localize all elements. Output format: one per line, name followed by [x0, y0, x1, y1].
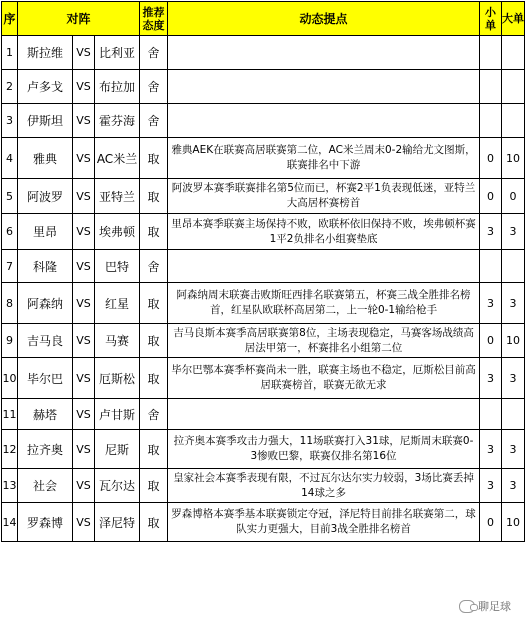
- row-seq: 12: [2, 430, 18, 469]
- table-row: [2, 70, 525, 104]
- row-seq: 14: [2, 503, 18, 542]
- big-value: [502, 104, 525, 138]
- tip-text: [168, 250, 480, 283]
- big-value: 10: [502, 503, 525, 542]
- home-team: 阿波罗: [18, 179, 73, 214]
- recommend-attitude: 取: [140, 469, 168, 503]
- small-value: 0: [480, 179, 502, 214]
- vs-label: VS: [73, 36, 95, 70]
- away-team: 尼斯: [95, 430, 140, 469]
- big-value: 3: [502, 430, 525, 469]
- big-value: 0: [502, 179, 525, 214]
- small-value: [480, 399, 502, 430]
- home-team: 社会: [18, 469, 73, 503]
- big-value: 3: [502, 469, 525, 503]
- tip-text: 皇家社会本赛季表现有限，不过瓦尔达尔实力较弱，3场比赛丢掉14球之多: [168, 469, 480, 503]
- table-row: [2, 324, 525, 358]
- small-value: [480, 104, 502, 138]
- row-seq: 9: [2, 324, 18, 358]
- recommend-attitude: 取: [140, 324, 168, 358]
- tip-text: [168, 104, 480, 138]
- vs-label: VS: [73, 179, 95, 214]
- table-row: [2, 138, 525, 179]
- small-value: [480, 70, 502, 104]
- big-value: 3: [502, 214, 525, 250]
- big-value: 10: [502, 138, 525, 179]
- small-value: 0: [480, 503, 502, 542]
- small-value: [480, 36, 502, 70]
- away-team: 卢甘斯: [95, 399, 140, 430]
- vs-label: VS: [73, 430, 95, 469]
- away-team: 亚特兰: [95, 179, 140, 214]
- header-tips: 动态提点: [168, 2, 480, 36]
- tip-text: 阿森纳周末联赛击败斯旺西排名联赛第五，杯赛三战全胜排名榜首，红星队欧联杯高居第二，上一轮0-1输给枪手: [168, 283, 480, 324]
- tip-text: [168, 70, 480, 104]
- recommend-attitude: 舍: [140, 70, 168, 104]
- tip-text: 罗森博格本赛季基本联赛锁定夺冠，泽尼特目前排名联赛第二，球队实力更强大，目前3战全胜排名榜首: [168, 503, 480, 542]
- away-team: 比利亚: [95, 36, 140, 70]
- recommend-attitude: 取: [140, 179, 168, 214]
- away-team: 布拉加: [95, 70, 140, 104]
- tip-text: 拉齐奥本赛季攻击力强大，11场联赛打入31球，尼斯周末联赛0-3惨败巴黎，联赛仅排名第16位: [168, 430, 480, 469]
- header-row: [2, 2, 525, 36]
- big-value: 10: [502, 324, 525, 358]
- wechat-icon: [459, 600, 475, 613]
- watermark-text: 聊足球: [478, 600, 511, 613]
- away-team: 泽尼特: [95, 503, 140, 542]
- big-value: 3: [502, 283, 525, 324]
- table-row: [2, 430, 525, 469]
- vs-label: VS: [73, 324, 95, 358]
- big-value: [502, 36, 525, 70]
- big-value: [502, 250, 525, 283]
- vs-label: VS: [73, 503, 95, 542]
- tip-text: 雅典AEK在联赛高居联赛第二位，AC米兰周末0-2输给尤文图斯，联赛排名中下游: [168, 138, 480, 179]
- big-value: 3: [502, 358, 525, 399]
- header-match: 对阵: [18, 2, 140, 36]
- row-seq: 7: [2, 250, 18, 283]
- row-seq: 6: [2, 214, 18, 250]
- away-team: 红星: [95, 283, 140, 324]
- home-team: 吉马良: [18, 324, 73, 358]
- small-value: 0: [480, 138, 502, 179]
- row-seq: 3: [2, 104, 18, 138]
- table-row: [2, 358, 525, 399]
- row-seq: 10: [2, 358, 18, 399]
- tip-text: 阿波罗本赛季联赛排名第5位而已，杯赛2平1负表现低迷，亚特兰大高居杯赛榜首: [168, 179, 480, 214]
- vs-label: VS: [73, 399, 95, 430]
- home-team: 科隆: [18, 250, 73, 283]
- small-value: 3: [480, 430, 502, 469]
- header-big: 大单: [502, 2, 525, 36]
- home-team: 雅典: [18, 138, 73, 179]
- home-team: 毕尔巴: [18, 358, 73, 399]
- row-seq: 8: [2, 283, 18, 324]
- tip-text: 毕尔巴鄂本赛季杯赛尚未一胜，联赛主场也不稳定，厄斯松目前高居联赛榜首，联赛无欲无求: [168, 358, 480, 399]
- recommend-attitude: 舍: [140, 36, 168, 70]
- home-team: 阿森纳: [18, 283, 73, 324]
- away-team: AC米兰: [95, 138, 140, 179]
- small-value: 3: [480, 283, 502, 324]
- table-row: [2, 36, 525, 70]
- table-row: [2, 104, 525, 138]
- big-value: [502, 70, 525, 104]
- small-value: 3: [480, 469, 502, 503]
- vs-label: VS: [73, 358, 95, 399]
- header-small: 小单: [480, 2, 502, 36]
- away-team: 马赛: [95, 324, 140, 358]
- recommend-attitude: 取: [140, 283, 168, 324]
- table-row: [2, 179, 525, 214]
- tip-text: 吉马良斯本赛季高居联赛第8位，主场表现稳定，马赛客场战绩高居法甲第一，杯赛排名小组第二位: [168, 324, 480, 358]
- vs-label: VS: [73, 138, 95, 179]
- home-team: 赫塔: [18, 399, 73, 430]
- row-seq: 1: [2, 36, 18, 70]
- table-row: [2, 503, 525, 542]
- small-value: 0: [480, 324, 502, 358]
- away-team: 厄斯松: [95, 358, 140, 399]
- tip-text: [168, 399, 480, 430]
- away-team: 瓦尔达: [95, 469, 140, 503]
- header-seq: 序: [2, 2, 18, 36]
- tip-text: [168, 36, 480, 70]
- away-team: 埃弗顿: [95, 214, 140, 250]
- table-row: [2, 214, 525, 250]
- row-seq: 11: [2, 399, 18, 430]
- row-seq: 4: [2, 138, 18, 179]
- watermark: [459, 598, 511, 614]
- recommend-attitude: 取: [140, 358, 168, 399]
- recommend-attitude: 取: [140, 214, 168, 250]
- table-row: [2, 469, 525, 503]
- vs-label: VS: [73, 283, 95, 324]
- home-team: 卢多戈: [18, 70, 73, 104]
- table-row: [2, 250, 525, 283]
- away-team: 巴特: [95, 250, 140, 283]
- vs-label: VS: [73, 70, 95, 104]
- row-seq: 5: [2, 179, 18, 214]
- recommend-attitude: 舍: [140, 104, 168, 138]
- recommend-attitude: 取: [140, 430, 168, 469]
- table-row: [2, 399, 525, 430]
- row-seq: 13: [2, 469, 18, 503]
- recommend-attitude: 取: [140, 138, 168, 179]
- vs-label: VS: [73, 104, 95, 138]
- vs-label: VS: [73, 214, 95, 250]
- home-team: 伊斯坦: [18, 104, 73, 138]
- home-team: 斯拉维: [18, 36, 73, 70]
- home-team: 罗森博: [18, 503, 73, 542]
- recommendation-table: [1, 1, 525, 542]
- row-seq: 2: [2, 70, 18, 104]
- home-team: 拉齐奥: [18, 430, 73, 469]
- header-recommend: 推荐态度: [140, 2, 168, 36]
- recommend-attitude: 舍: [140, 399, 168, 430]
- vs-label: VS: [73, 469, 95, 503]
- small-value: [480, 250, 502, 283]
- tip-text: 里昂本赛季联赛主场保持不败，欧联杯依旧保持不败，埃弗顿杯赛1平2负排名小组赛垫底: [168, 214, 480, 250]
- recommend-attitude: 舍: [140, 250, 168, 283]
- small-value: 3: [480, 214, 502, 250]
- recommend-attitude: 取: [140, 503, 168, 542]
- vs-label: VS: [73, 250, 95, 283]
- table-row: [2, 283, 525, 324]
- home-team: 里昂: [18, 214, 73, 250]
- small-value: 3: [480, 358, 502, 399]
- big-value: [502, 399, 525, 430]
- away-team: 霍芬海: [95, 104, 140, 138]
